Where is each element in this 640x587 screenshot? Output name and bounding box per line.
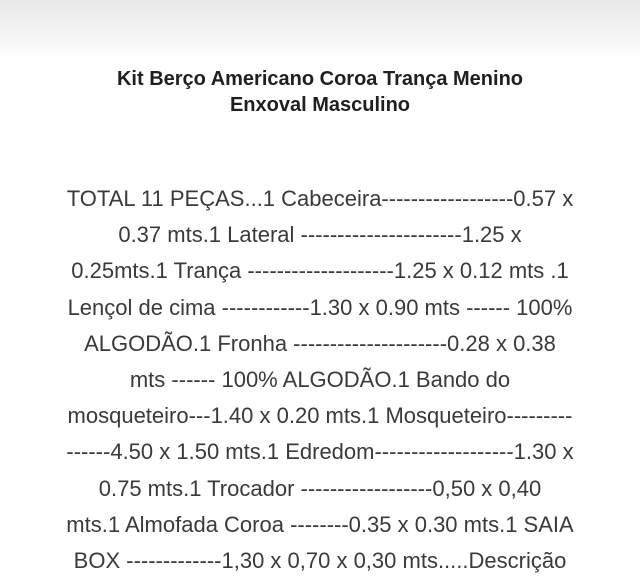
description-line: 0.75 mts.1 Trocador ------------------0,50 x 0,40: [98, 475, 542, 501]
description-line: ------4.50 x 1.50 mts.1 Edredom-------------------1.30 x: [66, 439, 574, 465]
description-line: TOTAL 11 PEÇAS...1 Cabeceira------------------0.57 x: [66, 186, 574, 211]
description-line: ALGODÃO.1 Fronha ---------------------0.28 x 0.38: [84, 330, 556, 356]
product-title-line-2: Enxoval Masculino: [229, 94, 411, 116]
product-title: [20, 66, 620, 118]
description-line: 0.25mts.1 Trança --------------------1.25 x 0.12 mts .1: [71, 258, 569, 284]
description-line: mts.1 Almofada Coroa --------0.35 x 0.30 mts.1 SAIA: [66, 511, 574, 537]
product-title-line-1: Kit Berço Americano Coroa Trança Menino: [116, 68, 523, 90]
description-line: BOX -------------1,30 x 0,70 x 0,30 mts.....Descrição: [73, 548, 567, 574]
description-line: mosqueteiro---1.40 x 0.20 mts.1 Mosqueteiro---------: [67, 403, 573, 429]
product-description: [14, 181, 626, 579]
description-line: 0.37 mts.1 Lateral ----------------------1.25 x: [118, 222, 522, 248]
description-line: Lençol de cima ------------1.30 x 0.90 mts ------ 100%: [67, 294, 573, 320]
description-line: mts ------ 100% ALGODÃO.1 Bando do: [129, 367, 511, 393]
